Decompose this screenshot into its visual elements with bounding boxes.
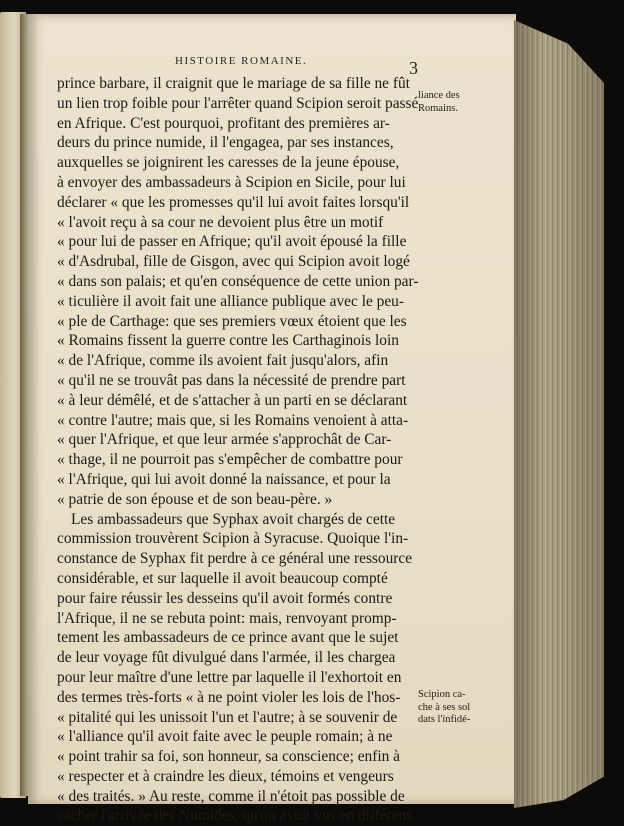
- margin-note-line: dats l'infidé-: [418, 714, 471, 725]
- text-line: « Romains fissent la guerre contre les Carthaginois loin: [57, 332, 399, 350]
- text-line: commission trouvèrent Scipion à Syracuse. Quoique l'in-: [57, 530, 409, 548]
- text-line: « des traités. » Au reste, comme il n'étoit pas possible de: [57, 787, 405, 805]
- page-number: 3: [409, 58, 418, 78]
- text-line: « pitalité qui les unissoit l'un et l'autre; à se souvenir de: [57, 708, 398, 726]
- text-line: « contre l'autre; mais que, si les Romains venoient à atta-: [57, 411, 409, 429]
- text-line: « l'alliance qu'il avoit faite avec le peuple romain; à ne: [57, 728, 393, 746]
- text-line: deurs du prince numide, il l'engagea, par ses instances,: [57, 134, 394, 152]
- text-line: des termes très-forts « à ne point violer les lois de l'hos-: [57, 688, 401, 706]
- margin-note-top: [418, 90, 460, 115]
- text-line: un lien trop foible pour l'arrêter quand Scipion seroit passé: [57, 94, 419, 112]
- text-line: « d'Asdrubal, fille de Gisgon, avec qui Scipion avoit logé: [57, 253, 410, 271]
- text-line: « thage, il ne pourroit pas s'empêcher de combattre pour: [57, 451, 403, 469]
- text-line: « patrie de son épouse et de son beau-père. »: [57, 490, 333, 508]
- text-line: cacher l'arrivée des Numides, qu'on avoit vus en différens: [57, 807, 413, 825]
- text-line: « l'Afrique, qui lui avoit donné la naissance, et pour la: [57, 470, 391, 488]
- text-line: « à leur démêlé, et de s'attacher à un parti en se déclarant: [57, 391, 408, 409]
- page-edges-shade: [514, 20, 604, 808]
- margin-note-line: Scipion ca-: [418, 689, 466, 700]
- text-line: l'Afrique, il ne se rebuta point: mais, renvoyant promp-: [57, 609, 397, 627]
- text-line: en Afrique. C'est pourquoi, profitant des premières ar-: [57, 114, 390, 132]
- text-line: « de l'Afrique, comme ils avoient fait jusqu'alors, afin: [57, 352, 389, 370]
- body-text: [57, 74, 429, 826]
- text-line: « dans son palais; et qu'en conséquence de cette union par-: [57, 272, 419, 290]
- text-line: « respecter et à craindre les dieux, témoins et vengeurs: [57, 767, 394, 785]
- text-line: pour leur maître d'une lettre par laquelle il l'exhortoit en: [57, 668, 402, 686]
- text-line: « qu'il ne se trouvât pas dans la nécessité de prendre part: [57, 371, 406, 389]
- text-line: « l'avoit reçu à sa cour ne devoient plus être un motif: [57, 213, 384, 231]
- text-line: auxquelles se joignirent les caresses de la jeune épouse,: [57, 154, 400, 172]
- text-line: déclarer « que les promesses qu'il lui avoit faites lorsqu'il: [57, 193, 410, 211]
- text-line: « ticulière il avoit fait une alliance publique avec le peu-: [57, 292, 404, 310]
- margin-note-line: Romains.: [418, 102, 458, 114]
- text-line: constance de Syphax fit perdre à ce général une ressource: [57, 550, 413, 568]
- text-line: « ple de Carthage: que ses premiers vœux étoient que les: [57, 312, 407, 330]
- text-line: considérable, et sur laquelle il avoit beaucoup compté: [57, 569, 388, 587]
- running-head: HISTOIRE ROMAINE.: [175, 55, 308, 67]
- paragraph-start-line: Les ambassadeurs que Syphax avoit chargés de cette: [71, 510, 396, 528]
- text-line: pour faire réussir les desseins qu'il avoit formés contre: [57, 589, 393, 607]
- text-line: « quer l'Afrique, et que leur armée s'approchât de Car-: [57, 431, 392, 449]
- text-line: « pour lui de passer en Afrique; qu'il avoit épousé la fille: [57, 233, 407, 251]
- text-line: « point trahir sa foi, son honneur, sa conscience; enfin à: [57, 748, 401, 766]
- text-line: prince barbare, il craignit que le mariage de sa fille ne fût: [57, 75, 410, 92]
- text-line: de leur voyage fût divulgué dans l'armée, il les chargea: [57, 649, 396, 667]
- margin-note-line: liance des: [418, 90, 460, 101]
- margin-note-line: che à ses sol: [418, 701, 471, 713]
- margin-note-bottom: [418, 689, 470, 727]
- text-line: tement les ambassadeurs de ce prince avant que le sujet: [57, 629, 399, 647]
- text-line: à envoyer des ambassadeurs à Scipion en Sicile, pour lui: [57, 173, 406, 191]
